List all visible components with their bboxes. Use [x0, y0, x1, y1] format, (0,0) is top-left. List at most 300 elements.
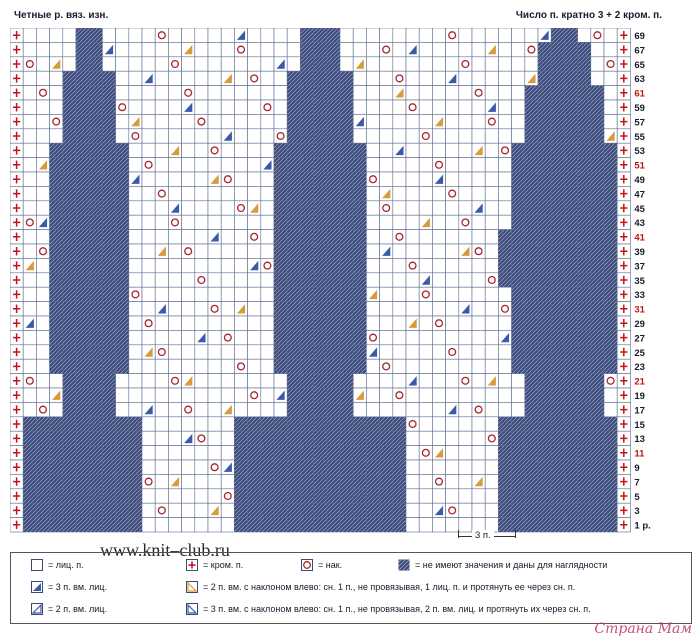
chart-cell: [327, 201, 340, 215]
chart-cell: [485, 129, 498, 143]
chart-cell: [353, 345, 366, 359]
chart-cell: [498, 287, 511, 301]
chart-cell: [485, 172, 498, 186]
chart-cell: [538, 114, 551, 128]
chart-cell: [63, 503, 76, 517]
legend-yo-text: = нак.: [318, 560, 343, 570]
chart-cell: [564, 244, 577, 258]
chart-cell: [168, 330, 181, 344]
chart-cell: [591, 345, 604, 359]
chart-cell: [327, 129, 340, 143]
chart-cell: [300, 42, 313, 56]
chart-cell: [406, 273, 419, 287]
chart-cell: [300, 287, 313, 301]
chart-cell: [472, 489, 485, 503]
chart-cell: [116, 402, 129, 416]
chart-cell: [564, 201, 577, 215]
chart-cell: [89, 460, 102, 474]
chart-cell: [446, 244, 459, 258]
chart-cell: [393, 244, 406, 258]
chart-cell: [50, 518, 63, 532]
chart-cell: [274, 201, 287, 215]
chart-cell: [50, 489, 63, 503]
chart-cell: [591, 244, 604, 258]
chart-cell: [300, 186, 313, 200]
chart-cell: [604, 100, 617, 114]
chart-cell: [63, 258, 76, 272]
chart-cell: [234, 273, 247, 287]
chart-cell: [168, 100, 181, 114]
chart-cell: [208, 302, 221, 316]
chart-cell: [406, 258, 419, 272]
left-slant-3-icon: [186, 603, 198, 615]
chart-cell: [551, 158, 564, 172]
chart-cell: [89, 129, 102, 143]
chart-cell: [578, 417, 591, 431]
chart-cell: [366, 42, 379, 56]
chart-cell: [393, 374, 406, 388]
chart-cell: [446, 518, 459, 532]
chart-cell: [512, 100, 525, 114]
chart-cell: [261, 42, 274, 56]
chart-cell: [393, 359, 406, 373]
chart-cell: [208, 215, 221, 229]
chart-cell: [129, 518, 142, 532]
chart-cell: [472, 244, 485, 258]
chart-cell: [89, 374, 102, 388]
chart-cell: [36, 374, 49, 388]
chart-cell: [314, 374, 327, 388]
chart-cell: [538, 374, 551, 388]
chart-cell: [525, 186, 538, 200]
chart-cell: [498, 417, 511, 431]
chart-cell: [472, 100, 485, 114]
chart-cell: [248, 215, 261, 229]
chart-cell: [380, 28, 393, 42]
chart-cell: [287, 215, 300, 229]
chart-cell: [419, 129, 432, 143]
chart-cell: [36, 417, 49, 431]
chart-cell: [261, 316, 274, 330]
chart-cell: [287, 417, 300, 431]
chart-cell: [261, 143, 274, 157]
chart-cell: [63, 158, 76, 172]
chart-cell: [116, 316, 129, 330]
chart-cell: [353, 201, 366, 215]
chart-cell: [551, 86, 564, 100]
chart-cell: [512, 359, 525, 373]
chart-cell: [578, 489, 591, 503]
chart-cell: [538, 258, 551, 272]
chart-cell: [182, 345, 195, 359]
chart-cell: [300, 431, 313, 445]
chart-cell: [50, 28, 63, 42]
chart-cell: [604, 71, 617, 85]
chart-cell: [63, 287, 76, 301]
chart-cell: [221, 114, 234, 128]
chart-cell: [551, 460, 564, 474]
chart-cell: [221, 230, 234, 244]
chart-cell: [564, 71, 577, 85]
chart-cell: [578, 518, 591, 532]
chart-cell: [76, 302, 89, 316]
chart-cell: [393, 71, 406, 85]
chart-cell: [340, 100, 353, 114]
chart-cell: [432, 201, 445, 215]
chart-cell: [116, 446, 129, 460]
chart-cell: [604, 431, 617, 445]
chart-cell: [221, 302, 234, 316]
chart-cell: [472, 114, 485, 128]
chart-cell: [300, 316, 313, 330]
chart-cell: [380, 302, 393, 316]
chart-cell: [221, 258, 234, 272]
chart-cell: [89, 230, 102, 244]
chart-cell: [116, 28, 129, 42]
chart-cell: [208, 388, 221, 402]
chart-cell: [168, 273, 181, 287]
chart-cell: [538, 201, 551, 215]
chart-cell: [36, 114, 49, 128]
chart-cell: [274, 158, 287, 172]
chart-cell: [300, 230, 313, 244]
chart-cell: [353, 374, 366, 388]
chart-cell: [23, 86, 36, 100]
chart-cell: [564, 28, 577, 42]
chart-cell: [366, 431, 379, 445]
chart-cell: [485, 302, 498, 316]
chart-cell: [472, 460, 485, 474]
chart-cell: [459, 330, 472, 344]
chart-cell: [538, 143, 551, 157]
chart-cell: [340, 28, 353, 42]
chart-cell: [248, 446, 261, 460]
chart-cell: [142, 431, 155, 445]
chart-cell: [525, 42, 538, 56]
chart-cell: [23, 244, 36, 258]
chart-cell: [155, 143, 168, 157]
chart-cell: [551, 518, 564, 532]
chart-cell: [221, 359, 234, 373]
chart-cell: [116, 388, 129, 402]
chart-cell: [168, 402, 181, 416]
chart-cell: [472, 302, 485, 316]
chart-cell: [50, 244, 63, 258]
row-number: 57: [634, 117, 645, 129]
chart-cell: [393, 158, 406, 172]
chart-cell: [459, 474, 472, 488]
chart-cell: [195, 71, 208, 85]
chart-cell: [353, 273, 366, 287]
chart-cell: [525, 330, 538, 344]
chart-cell: [168, 345, 181, 359]
chart-cell: [208, 100, 221, 114]
chart-cell: [102, 518, 115, 532]
chart-cell: [234, 374, 247, 388]
chart-cell: [248, 503, 261, 517]
chart-cell: [182, 374, 195, 388]
chart-cell: [63, 28, 76, 42]
chart-cell: [142, 215, 155, 229]
chart-cell: [498, 71, 511, 85]
chart-cell: [366, 446, 379, 460]
chart-cell: [23, 143, 36, 157]
chart-cell: [129, 114, 142, 128]
chart-cell: [50, 287, 63, 301]
chart-cell: [89, 273, 102, 287]
chart-cell: [340, 518, 353, 532]
row-number: 37: [634, 261, 645, 273]
chart-cell: [446, 302, 459, 316]
chart-cell: [314, 388, 327, 402]
chart-cell: [50, 172, 63, 186]
chart-cell: [76, 489, 89, 503]
chart-cell: [102, 417, 115, 431]
chart-cell: [50, 86, 63, 100]
chart-cell: [129, 316, 142, 330]
legend-knit-text: = лиц. п.: [48, 560, 84, 570]
chart-cell: [129, 100, 142, 114]
row-number: 15: [634, 419, 645, 431]
chart-cell: [102, 359, 115, 373]
chart-cell: [327, 287, 340, 301]
chart-cell: [221, 57, 234, 71]
chart-cell: [538, 489, 551, 503]
row-number: 49: [634, 175, 645, 186]
chart-cell: [63, 374, 76, 388]
chart-cell: [102, 302, 115, 316]
chart-cell: [419, 345, 432, 359]
chart-cell: [314, 273, 327, 287]
chart-cell: [248, 86, 261, 100]
chart-cell: [116, 474, 129, 488]
chart-cell: [274, 446, 287, 460]
chart-cell: [446, 143, 459, 157]
chart-cell: [512, 129, 525, 143]
chart-cell: [129, 172, 142, 186]
chart-cell: [50, 503, 63, 517]
chart-cell: [380, 431, 393, 445]
chart-cell: [182, 503, 195, 517]
chart-cell: [406, 474, 419, 488]
chart-cell: [366, 258, 379, 272]
chart-cell: [525, 172, 538, 186]
chart-cell: [366, 100, 379, 114]
chart-cell: [393, 460, 406, 474]
chart-cell: [155, 374, 168, 388]
chart-cell: [182, 330, 195, 344]
chart-cell: [366, 359, 379, 373]
chart-cell: [248, 316, 261, 330]
chart-cell: [432, 489, 445, 503]
chart-cell: [472, 345, 485, 359]
chart-cell: [564, 330, 577, 344]
chart-cell: [551, 57, 564, 71]
chart-cell: [353, 42, 366, 56]
chart-cell: [432, 446, 445, 460]
chart-cell: [155, 230, 168, 244]
chart-cell: [564, 273, 577, 287]
chart-cell: [89, 388, 102, 402]
chart-cell: [551, 143, 564, 157]
chart-cell: [248, 158, 261, 172]
chart-cell: [221, 489, 234, 503]
chart-cell: [116, 129, 129, 143]
chart-cell: [591, 71, 604, 85]
row-number: 51: [634, 160, 645, 172]
chart-cell: [102, 287, 115, 301]
chart-cell: [155, 345, 168, 359]
chart-cell: [591, 28, 604, 42]
chart-cell: [419, 402, 432, 416]
chart-cell: [525, 474, 538, 488]
chart-cell: [472, 57, 485, 71]
chart-cell: [195, 129, 208, 143]
chart-cell: [208, 143, 221, 157]
chart-cell: [221, 244, 234, 258]
chart-cell: [525, 100, 538, 114]
chart-cell: [498, 330, 511, 344]
chart-cell: [168, 316, 181, 330]
chart-cell: [274, 172, 287, 186]
chart-cell: [221, 330, 234, 344]
chart-cell: [89, 503, 102, 517]
chart-cell: [23, 474, 36, 488]
row-number: 47: [634, 189, 645, 201]
chart-cell: [446, 100, 459, 114]
legend-k2tog: [31, 603, 107, 615]
chart-cell: [419, 244, 432, 258]
chart-cell: [551, 330, 564, 344]
chart-cell: [551, 374, 564, 388]
chart-cell: [50, 345, 63, 359]
chart-cell: [248, 287, 261, 301]
chart-cell: [472, 316, 485, 330]
chart-cell: [340, 201, 353, 215]
chart-cell: [604, 345, 617, 359]
chart-cell: [102, 100, 115, 114]
chart-cell: [23, 287, 36, 301]
chart-cell: [155, 186, 168, 200]
chart-cell: [102, 258, 115, 272]
chart-cell: [129, 402, 142, 416]
chart-cell: [578, 460, 591, 474]
chart-cell: [142, 100, 155, 114]
chart-cell: [551, 474, 564, 488]
chart-cell: [564, 287, 577, 301]
chart-cell: [393, 215, 406, 229]
chart-cell: [234, 388, 247, 402]
chart-cell: [564, 86, 577, 100]
chart-cell: [459, 417, 472, 431]
chart-cell: [366, 330, 379, 344]
chart-cell: [564, 186, 577, 200]
chart-cell: [538, 518, 551, 532]
chart-cell: [116, 417, 129, 431]
chart-cell: [353, 402, 366, 416]
chart-cell: [248, 71, 261, 85]
chart-cell: [551, 258, 564, 272]
chart-cell: [512, 143, 525, 157]
chart-cell: [327, 258, 340, 272]
chart-cell: [366, 417, 379, 431]
chart-cell: [195, 258, 208, 272]
chart-cell: [142, 201, 155, 215]
chart-cell: [221, 215, 234, 229]
chart-cell: [366, 86, 379, 100]
chart-cell: [564, 100, 577, 114]
chart-cell: [50, 114, 63, 128]
chart-cell: [327, 114, 340, 128]
chart-cell: [182, 402, 195, 416]
chart-cell: [50, 302, 63, 316]
chart-cell: [116, 158, 129, 172]
chart-cell: [208, 474, 221, 488]
chart-cell: [63, 359, 76, 373]
chart-cell: [512, 172, 525, 186]
chart-cell: [485, 474, 498, 488]
chart-cell: [182, 143, 195, 157]
chart-cell: [142, 287, 155, 301]
chart-cell: [287, 129, 300, 143]
chart-cell: [604, 42, 617, 56]
chart-cell: [578, 330, 591, 344]
chart-cell: [538, 359, 551, 373]
chart-cell: [366, 129, 379, 143]
chart-cell: [314, 402, 327, 416]
chart-cell: [604, 28, 617, 42]
chart-cell: [89, 446, 102, 460]
chart-cell: [102, 86, 115, 100]
chart-cell: [432, 273, 445, 287]
chart-cell: [498, 474, 511, 488]
chart-cell: [432, 330, 445, 344]
chart-cell: [182, 71, 195, 85]
chart-cell: [102, 28, 115, 42]
chart-cell: [36, 42, 49, 56]
chart-cell: [248, 172, 261, 186]
chart-cell: [459, 460, 472, 474]
chart-cell: [50, 402, 63, 416]
chart-cell: [340, 71, 353, 85]
chart-cell: [419, 316, 432, 330]
chart-cell: [234, 244, 247, 258]
chart-cell: [432, 417, 445, 431]
chart-cell: [208, 86, 221, 100]
chart-cell: [512, 302, 525, 316]
chart-cell: [89, 86, 102, 100]
chart-cell: [195, 28, 208, 42]
chart-cell: [366, 374, 379, 388]
chart-cell: [512, 431, 525, 445]
chart-cell: [168, 374, 181, 388]
chart-cell: [551, 489, 564, 503]
chart-cell: [76, 402, 89, 416]
chart-cell: [155, 402, 168, 416]
chart-cell: [591, 489, 604, 503]
chart-cell: [63, 86, 76, 100]
chart-cell: [248, 402, 261, 416]
chart-cell: [512, 230, 525, 244]
chart-cell: [498, 302, 511, 316]
chart-cell: [353, 143, 366, 157]
chart-cell: [36, 71, 49, 85]
chart-cell: [419, 42, 432, 56]
chart-cell: [485, 388, 498, 402]
chart-cell: [525, 402, 538, 416]
chart-cell: [340, 287, 353, 301]
chart-cell: [274, 474, 287, 488]
